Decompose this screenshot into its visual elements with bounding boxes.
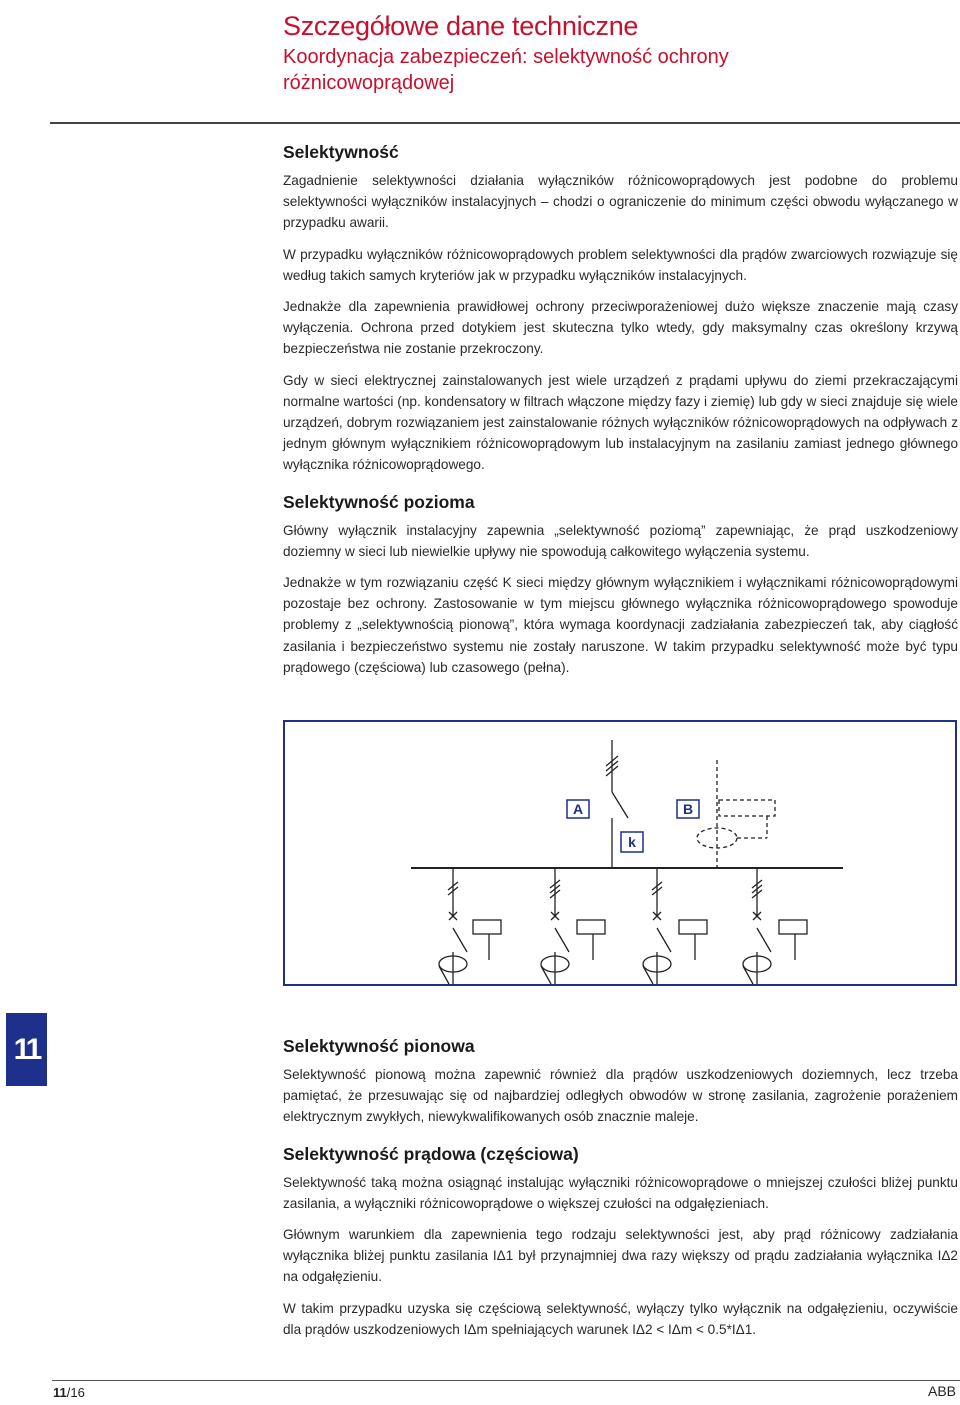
footer-divider [52, 1380, 960, 1381]
paragraph: Zagadnienie selektywności działania wyłączników różnicowoprądowych jest podobne do problemu selektywności wyłączników instalacyjnych – chodzi o ograniczenie do minimum części obwodu wyłączanego w przypadku awarii. [283, 173, 958, 231]
paragraph: Główny wyłącznik instalacyjny zapewnia „selektywność poziomą” zapewniając, że prąd uszkodzeniowy doziemny w sieci lub niewielkie upływy nie spowodują całkowitego wyłączenia systemu. [283, 522, 958, 559]
paragraph: W takim przypadku uzyska się częściową selektywność, wyłączy tylko wyłącznik na odgałęzieniu, oczywiście dla prądów uszkodzeniowych IΔm spełniających warunek IΔ2 < IΔm < 0.5*IΔ1. [283, 1300, 958, 1337]
page-title: Szczegółowe dane techniczne [283, 11, 639, 41]
page-total: /16 [66, 1385, 85, 1400]
heading-selektywnosc: Selektywność [283, 142, 399, 162]
heading-selektywnosc-pionowa: Selektywność pionowa [283, 1036, 475, 1056]
label-a: A [572, 801, 584, 817]
brand-name: ABB [927, 1383, 956, 1399]
paragraph: Głównym warunkiem dla zapewnienia tego rodzaju selektywności jest, aby prąd różnicowy zadziałania wyłącznika bliżej punktu zasilania IΔ1 był przynajmniej dwa razy większy od prądu zadziałania wyłącznika IΔ2 na odgałęzieniu. [283, 1227, 958, 1285]
circuit-diagram-svg [283, 720, 957, 986]
subtitle-line-1: Koordynacja zabezpieczeń: selektywność ochrony [283, 46, 729, 68]
paragraph: Gdy w sieci elektrycznej zainstalowanych jest wiele urządzeń z prądami upływu do ziemi przekraczającymi normalne wartości (np. kondensatory w filtrach włączone między fazy i ziemię) lub gdy w sieci znajduje się wiele urządzeń, dobrym rozwiązaniem jest zainstalowanie różnych wyłączników różnicowoprądowych na odpływach z jednym głównym wyłącznikiem różnicowoprądowym lub instalacyjnym na zasilaniu zamiast jednego głównego wyłącznika różnicowoprądowego. [283, 372, 958, 473]
label-b: B [682, 801, 694, 817]
selectivity-circuit-diagram [283, 720, 957, 986]
subtitle-line-2: różnicowoprądowej [283, 72, 455, 94]
main-content-top [283, 140, 958, 688]
paragraph: Selektywność taką można osiągnąć instalując wyłączniki różnicowoprądowe o mniejszej czułości bliżej punktu zasilania, a wyłączniki różnicowoprądowe o większej czułości na odgałęzieniach. [283, 1174, 958, 1211]
diagram-frame [284, 721, 956, 985]
paragraph: Selektywność pionową można zapewnić również dla prądów uszkodzeniowych doziemnych, lecz trzeba pamiętać, że przesuwając się od najbardziej odległych obwodów w stronę zasilania, zagrożenie porażeniem elektrycznym zwykłych, niewykwalifikowanych osób znacznie maleje. [283, 1067, 958, 1125]
label-k: k [628, 834, 636, 850]
page-header [283, 10, 943, 96]
main-content-bottom [283, 1034, 958, 1350]
paragraph: Jednakże w tym rozwiązaniu część K sieci między głównym wyłącznikiem i wyłącznikami różnicowoprądowymi pozostaje bez ochrony. Zastosowanie w tym miejscu głównego wyłącznika różnicowoprądowego spowoduje problemy z „selektywnością pionową”, która wymaga koordynacji zadziałania zabezpieczeń tak, aby ciągłość zasilania i bezpieczeństwo systemu nie zostały naruszone. W takim przypadku selektywność może być typu prądowego (częściowa) lub czasowego (pełna). [283, 575, 958, 675]
paragraph: Jednakże dla zapewnienia prawidłowej ochrony przeciwporażeniowej dużo większe znaczenie mają czasy wyłączenia. Ochrona przed dotykiem jest skuteczna tylko wtedy, gdy maksymalny czas określony krzywą bezpieczeństwa nie zostanie przekroczony. [283, 299, 958, 357]
page-current: 11 [53, 1385, 67, 1400]
heading-selektywnosc-pozioma: Selektywność pozioma [283, 491, 475, 512]
chapter-tab: 11 [6, 1013, 47, 1086]
page-number [53, 1385, 85, 1400]
heading-selektywnosc-pradowa: Selektywność prądowa (częściowa) [283, 1143, 579, 1164]
paragraph: W przypadku wyłączników różnicowoprądowych problem selektywności dla prądów zwarciowych rozwiązuje się według takich samych kryteriów jak w przypadku wyłączników instalacyjnych. [283, 246, 958, 283]
page-subtitle [283, 44, 943, 96]
header-divider [50, 122, 960, 124]
